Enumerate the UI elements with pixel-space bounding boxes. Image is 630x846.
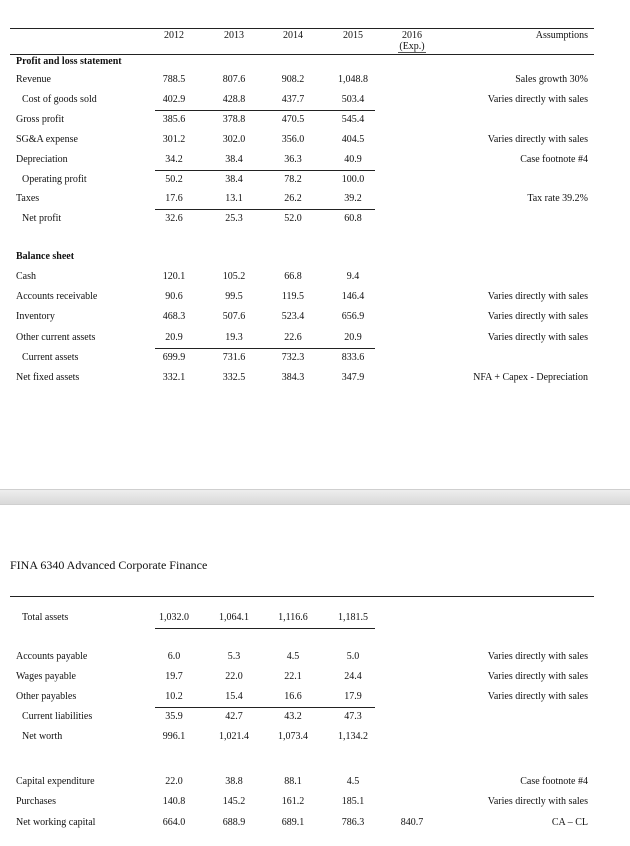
- pl-cell: 36.3: [284, 154, 302, 165]
- liab-cell: 19.7: [165, 671, 183, 682]
- pl-cell: 545.4: [341, 114, 365, 125]
- pl-cell: 39.2: [344, 193, 362, 204]
- pl-cell: 404.5: [341, 134, 365, 145]
- bs-cell: 90.6: [165, 291, 183, 302]
- liab-cell: 5.0: [346, 651, 360, 662]
- pl-row-label: Taxes: [16, 193, 40, 204]
- year-2016-header: 2016: [402, 30, 422, 41]
- pl-assumption: Varies directly with sales: [487, 94, 588, 105]
- bs-row-label: Other current assets: [16, 332, 96, 343]
- bs-assumption: Varies directly with sales: [487, 332, 588, 343]
- liab-row-label: Accounts payable: [16, 651, 88, 662]
- liab-cell: 4.5: [286, 651, 300, 662]
- pl-assumption: Tax rate 39.2%: [527, 193, 588, 204]
- total-assets-cell: 1,032.0: [159, 612, 189, 623]
- pl-cell: 60.8: [344, 213, 362, 224]
- liab-cell: 35.9: [165, 711, 183, 722]
- bs-cell: 19.3: [225, 332, 243, 343]
- pl-row-label: Cost of goods sold: [22, 94, 97, 105]
- bs-cell: 66.8: [284, 271, 302, 282]
- year-2016-exp-note: (Exp.): [399, 41, 425, 52]
- bs-row-label: Inventory: [16, 311, 55, 322]
- pl-cell: 428.8: [222, 94, 246, 105]
- page-break-separator: [0, 489, 630, 505]
- bs-subtotal-rule: [155, 348, 375, 349]
- pl-cell: 356.0: [281, 134, 305, 145]
- bs-cell: 732.3: [281, 352, 305, 363]
- year-2012-header: 2012: [164, 30, 184, 41]
- other-cell: 4.5: [346, 776, 360, 787]
- bs-cell: 523.4: [281, 311, 305, 322]
- assumptions-header: Assumptions: [535, 30, 588, 41]
- pl-cell: 52.0: [284, 213, 302, 224]
- liab-cell: 42.7: [225, 711, 243, 722]
- liab-cell: 1,073.4: [278, 731, 308, 742]
- pl-cell: 301.2: [162, 134, 186, 145]
- bs-cell: 22.6: [284, 332, 302, 343]
- pl-cell: 25.3: [225, 213, 243, 224]
- total-assets-underline: [155, 628, 375, 629]
- liab-subtotal-rule: [155, 707, 375, 708]
- course-title: FINA 6340 Advanced Corporate Finance: [10, 558, 208, 572]
- other-cell: 22.0: [165, 776, 183, 787]
- bs-cell: 99.5: [225, 291, 243, 302]
- bs-assumption: Varies directly with sales: [487, 291, 588, 302]
- other-cell: 140.8: [162, 796, 186, 807]
- liab-cell: 24.4: [344, 671, 362, 682]
- bs-assumption: NFA + Capex - Depreciation: [473, 372, 588, 383]
- pl-row-label: Net profit: [22, 213, 62, 224]
- nwc-2016-cell: 840.7: [400, 817, 424, 828]
- other-assumption: Case footnote #4: [520, 776, 588, 787]
- liab-cell: 1,021.4: [219, 731, 249, 742]
- bs-cell: 332.1: [162, 372, 186, 383]
- bs-cell: 468.3: [162, 311, 186, 322]
- liab-cell: 47.3: [344, 711, 362, 722]
- liab-cell: 22.0: [225, 671, 243, 682]
- other-assumption: Varies directly with sales: [487, 796, 588, 807]
- other-cell: 88.1: [284, 776, 302, 787]
- pl-cell: 908.2: [281, 74, 305, 85]
- pl-row-label: Operating profit: [22, 174, 87, 185]
- pl-cell: 34.2: [165, 154, 183, 165]
- pl-cell: 470.5: [281, 114, 305, 125]
- bs-cell: 9.4: [346, 271, 360, 282]
- header-top-rule: [10, 28, 594, 29]
- bs-cell: 20.9: [344, 332, 362, 343]
- liab-cell: 16.6: [284, 691, 302, 702]
- other-row-label: Purchases: [16, 796, 56, 807]
- pl-cell: 807.6: [222, 74, 246, 85]
- pl-cell: 17.6: [165, 193, 183, 204]
- pl-cell: 437.7: [281, 94, 305, 105]
- pl-cell: 26.2: [284, 193, 302, 204]
- pl-cell: 1,048.8: [338, 74, 368, 85]
- bs-cell: 332.5: [222, 372, 246, 383]
- pl-row-label: Gross profit: [16, 114, 65, 125]
- liab-cell: 10.2: [165, 691, 183, 702]
- pl-row-label: Revenue: [16, 74, 51, 85]
- bs-cell: 699.9: [162, 352, 186, 363]
- bs-cell: 146.4: [341, 291, 365, 302]
- bs-cell: 347.9: [341, 372, 365, 383]
- other-cell: 689.1: [281, 817, 305, 828]
- liab-assumption: Varies directly with sales: [487, 671, 588, 682]
- pl-subtotal-rule: [155, 110, 375, 111]
- pl-cell: 50.2: [165, 174, 183, 185]
- other-assumption: CA – CL: [551, 817, 588, 828]
- pl-cell: 402.9: [162, 94, 186, 105]
- page2-top-rule: [10, 596, 594, 597]
- pl-cell: 32.6: [165, 213, 183, 224]
- other-row-label: Net working capital: [16, 817, 96, 828]
- pl-row-label: SG&A expense: [16, 134, 78, 145]
- pl-cell: 38.4: [225, 174, 243, 185]
- year-2015-header: 2015: [343, 30, 363, 41]
- pl-row-label: Depreciation: [16, 154, 68, 165]
- bs-row-label: Current assets: [22, 352, 79, 363]
- pl-assumption: Sales growth 30%: [515, 74, 588, 85]
- pl-cell: 13.1: [225, 193, 243, 204]
- other-cell: 185.1: [341, 796, 365, 807]
- pl-cell: 78.2: [284, 174, 302, 185]
- liab-cell: 15.4: [225, 691, 243, 702]
- bs-cell: 20.9: [165, 332, 183, 343]
- header-bottom-rule: [10, 54, 594, 55]
- liab-cell: 1,134.2: [338, 731, 368, 742]
- pl-assumption: Varies directly with sales: [487, 134, 588, 145]
- bs-cell: 656.9: [341, 311, 365, 322]
- pl-assumption: Case footnote #4: [520, 154, 588, 165]
- other-cell: 688.9: [222, 817, 246, 828]
- liab-row-label: Net worth: [22, 731, 63, 742]
- bs-row-label: Accounts receivable: [16, 291, 98, 302]
- bs-cell: 384.3: [281, 372, 305, 383]
- total-assets-cell: 1,064.1: [219, 612, 249, 623]
- other-row-label: Capital expenditure: [16, 776, 95, 787]
- pl-subtotal-rule: [155, 209, 375, 210]
- pl-section-title: Profit and loss statement: [16, 56, 122, 67]
- other-cell: 161.2: [281, 796, 305, 807]
- pl-cell: 302.0: [222, 134, 246, 145]
- liab-cell: 17.9: [344, 691, 362, 702]
- liab-row-label: Other payables: [16, 691, 77, 702]
- liab-row-label: Current liabilities: [22, 711, 93, 722]
- total-assets-cell: 1,116.6: [278, 612, 308, 623]
- bs-section-title: Balance sheet: [16, 251, 75, 262]
- other-cell: 664.0: [162, 817, 186, 828]
- bs-cell: 507.6: [222, 311, 246, 322]
- bs-row-label: Cash: [16, 271, 36, 282]
- bs-cell: 120.1: [162, 271, 186, 282]
- pl-cell: 503.4: [341, 94, 365, 105]
- pl-cell: 40.9: [344, 154, 362, 165]
- pl-subtotal-rule: [155, 170, 375, 171]
- total-assets-label: Total assets: [22, 612, 69, 623]
- liab-assumption: Varies directly with sales: [487, 651, 588, 662]
- liab-cell: 6.0: [167, 651, 181, 662]
- pl-cell: 385.6: [162, 114, 186, 125]
- year-2014-header: 2014: [283, 30, 303, 41]
- liab-cell: 43.2: [284, 711, 302, 722]
- pl-cell: 378.8: [222, 114, 246, 125]
- pl-cell: 38.4: [225, 154, 243, 165]
- year-2013-header: 2013: [224, 30, 244, 41]
- bs-cell: 731.6: [222, 352, 246, 363]
- exp-underline: [398, 52, 426, 53]
- bs-cell: 833.6: [341, 352, 365, 363]
- total-assets-cell: 1,181.5: [338, 612, 368, 623]
- bs-row-label: Net fixed assets: [16, 372, 80, 383]
- other-cell: 38.8: [225, 776, 243, 787]
- liab-cell: 22.1: [284, 671, 302, 682]
- other-cell: 145.2: [222, 796, 246, 807]
- pl-cell: 788.5: [162, 74, 186, 85]
- bs-cell: 119.5: [281, 291, 305, 302]
- liab-cell: 996.1: [162, 731, 186, 742]
- other-cell: 786.3: [341, 817, 365, 828]
- liab-assumption: Varies directly with sales: [487, 691, 588, 702]
- bs-assumption: Varies directly with sales: [487, 311, 588, 322]
- liab-row-label: Wages payable: [16, 671, 76, 682]
- liab-cell: 5.3: [227, 651, 241, 662]
- pl-cell: 100.0: [341, 174, 365, 185]
- bs-cell: 105.2: [222, 271, 246, 282]
